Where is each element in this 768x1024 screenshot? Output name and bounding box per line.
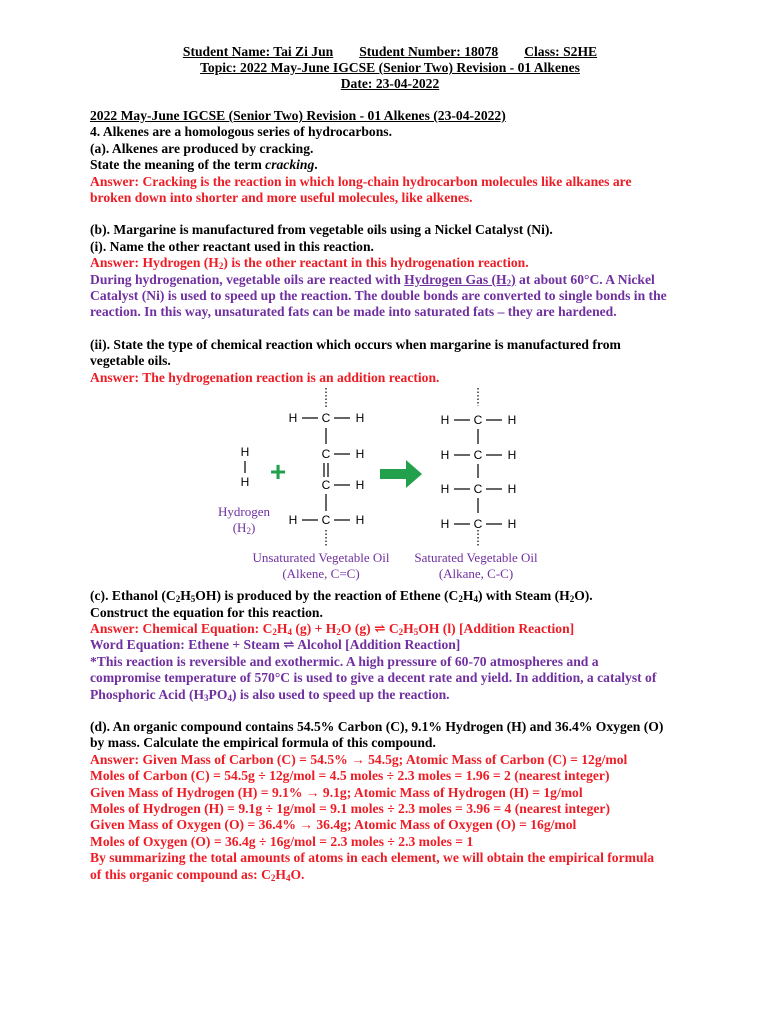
subscript: 2 xyxy=(218,261,224,272)
qc-text: ) with Steam (H xyxy=(477,588,570,604)
reaction-arrow xyxy=(380,460,422,488)
subscript: 5 xyxy=(413,626,419,637)
student-name: Student Name: Tai Zi Jun xyxy=(182,44,334,59)
eq-text: (g) + H xyxy=(291,620,337,636)
hydrogen-atom: H xyxy=(288,513,298,528)
carbon-atom: C xyxy=(473,448,483,463)
carbon-atom: C xyxy=(473,482,483,497)
hydrogen-atom: H xyxy=(507,413,517,428)
caption-text: ) xyxy=(250,520,256,536)
answer-b-ii: Answer: The hydrogenation reaction is an addition reaction. xyxy=(90,369,440,385)
plus-sign: + xyxy=(269,456,287,488)
answer-b-text: ) is the other reactant in this hydrogenation reaction. xyxy=(223,255,529,271)
eq-text: OH (l) [Addition Reaction] xyxy=(418,620,575,636)
answer-a-line1: Answer: Cracking is the reaction in which long-chain hydrocarbon molecules like alkanes are xyxy=(90,173,632,189)
question-a-term: cracking xyxy=(265,157,315,173)
note-c-line1: *This reaction is reversible and exothermic. A high pressure of 60-70 atmospheres and a xyxy=(90,653,599,669)
hydrogen-atom: H xyxy=(507,482,517,497)
hydrogen-atom: H xyxy=(288,411,298,426)
qc-text: H xyxy=(180,588,191,604)
question-d-line1: (d). An organic compound contains 54.5% Carbon (C), 9.1% Hydrogen (H) and 36.4% Oxygen (O) xyxy=(90,718,664,734)
saturated-caption-line1: Saturated Vegetable Oil xyxy=(414,550,538,566)
caption-text: (H xyxy=(232,520,247,536)
question-a-text: State the meaning of the term xyxy=(90,157,266,173)
explanation-b-line2: Catalyst (Ni) is used to speed up the reaction. The double bonds are converted to single bonds in the xyxy=(90,288,667,304)
unsaturated-caption-line1: Unsaturated Vegetable Oil xyxy=(252,550,390,566)
hydrogen-atom: H xyxy=(355,513,365,528)
qc-text: (c). Ethanol (C xyxy=(90,588,176,604)
hydrogen-atom: H xyxy=(240,475,250,490)
date-line: Date: 23-04-2022 xyxy=(340,76,440,91)
carbon-atom: C xyxy=(321,411,331,426)
answer-text: O. xyxy=(290,866,305,882)
subscript: 5 xyxy=(190,594,196,605)
hydrogen-gas-link[interactable] xyxy=(404,272,516,287)
note-text: Phosphoric Acid (H xyxy=(90,686,205,702)
question-b-ii-line1: (ii). State the type of chemical reaction which occurs when margarine is manufactured from xyxy=(90,336,621,352)
qc-text: OH) is produced by the reaction of Ethene (C xyxy=(195,588,459,604)
section-title: 2022 May-June IGCSE (Senior Two) Revision - 01 Alkenes (23-04-2022) xyxy=(90,108,506,123)
question-a-line2 xyxy=(90,157,690,173)
hydrogen-atom: H xyxy=(240,445,250,460)
hydrogenation-diagram xyxy=(90,386,690,588)
unsaturated-caption-line2: (Alkene, C=C) xyxy=(282,566,360,582)
hydrogen-atom: H xyxy=(440,517,450,532)
subscript: 2 xyxy=(272,626,277,637)
answer-b-text: Answer: Hydrogen (H xyxy=(90,255,219,271)
note-c-line3 xyxy=(90,687,690,703)
carbon-atom: C xyxy=(321,513,331,528)
qc-text: O). xyxy=(574,588,593,604)
subscript: 3 xyxy=(204,692,209,703)
qc-text: H xyxy=(462,588,474,604)
answer-b-i xyxy=(90,255,690,271)
hydrogen-atom: H xyxy=(355,411,365,426)
word-equation: Word Equation: Ethene + Steam ⇌ Alcohol [Addition Reaction] xyxy=(90,637,461,653)
carbon-atom: C xyxy=(321,447,331,462)
saturated-caption-line2: (Alkane, C-C) xyxy=(438,566,514,582)
answer-d-line8 xyxy=(90,867,690,883)
note-text: PO xyxy=(208,686,228,702)
carbon-atom: C xyxy=(473,517,483,532)
hydrogen-atom: H xyxy=(440,482,450,497)
class-label: Class: S2HE xyxy=(524,44,598,59)
hydrogen-atom: H xyxy=(507,448,517,463)
hydrogen-caption-line1: Hydrogen xyxy=(218,504,270,520)
subscript: 4 xyxy=(227,692,232,703)
eq-text: Answer: Chemical Equation: C xyxy=(90,620,273,636)
eq-text: H xyxy=(403,620,414,636)
subscript: 2 xyxy=(506,277,512,288)
subscript: 2 xyxy=(175,594,181,605)
subscript: 2 xyxy=(246,526,251,537)
subscript: 4 xyxy=(473,594,478,605)
subscript: 2 xyxy=(336,626,341,637)
answer-d-line5: Given Mass of Oxygen (O) = 36.4% → 36.4g; Atomic Mass of Oxygen (O) = 16g/mol xyxy=(90,817,577,833)
question-b-i: (i). Name the other reactant used in this reaction. xyxy=(90,238,374,254)
subscript: 4 xyxy=(285,872,291,883)
explanation-b-line1 xyxy=(90,272,690,288)
question-c-line2: Construct the equation for this reaction. xyxy=(90,604,323,620)
answer-text: of this organic compound as: C xyxy=(90,866,271,882)
carbon-atom: C xyxy=(321,478,331,493)
subscript: 2 xyxy=(270,872,276,883)
answer-d-line2: Moles of Carbon (C) = 54.5g ÷ 12g/mol = 4.5 moles ÷ 2.3 moles = 1.96 = 2 (nearest integer) xyxy=(90,768,610,784)
answer-d-line6: Moles of Oxygen (O) = 36.4g ÷ 16g/mol = 2.3 moles ÷ 2.3 moles = 1 xyxy=(90,833,474,849)
note-text: ) is also used to speed up the reaction. xyxy=(231,686,450,702)
link-text: Hydrogen Gas (H xyxy=(404,271,507,287)
subscript: 4 xyxy=(287,626,292,637)
saturated-oil-caption xyxy=(396,550,556,582)
question-c-line1 xyxy=(90,588,690,604)
link-text: ) xyxy=(511,271,516,287)
answer-d-line4: Moles of Hydrogen (H) = 9.1g ÷ 1g/mol = 9.1 moles ÷ 2.3 moles = 3.96 = 4 (nearest integer) xyxy=(90,800,610,816)
note-c-line2: compromise temperature of 570°C is used to give a decent rate and yield. In addition, a catalyst of xyxy=(90,670,657,686)
hydrogen-atom: H xyxy=(440,413,450,428)
answer-d-line7: By summarizing the total amounts of atoms in each element, we will obtain the empirical formula xyxy=(90,850,655,866)
hydrogen-atom: H xyxy=(507,517,517,532)
carbon-atom: C xyxy=(473,413,483,428)
hydrogen-caption xyxy=(204,504,284,536)
hydrogen-atom: H xyxy=(440,448,450,463)
answer-d-line1: Answer: Given Mass of Carbon (C) = 54.5% → 54.5g; Atomic Mass of Carbon (C) = 12g/mol xyxy=(90,751,628,767)
explanation-text: at about 60°C. A Nickel xyxy=(515,271,655,287)
answer-text: H xyxy=(275,866,286,882)
question-b-line1: (b). Margarine is manufactured from vegetable oils using a Nickel Catalyst (Ni). xyxy=(90,222,553,238)
eq-text: H xyxy=(276,620,288,636)
student-header-line xyxy=(90,44,690,60)
question-b-ii-line2: vegetable oils. xyxy=(90,353,171,369)
student-number: Student Number: 18078 xyxy=(359,44,499,59)
subscript: 2 xyxy=(569,594,575,605)
worksheet-page xyxy=(90,44,690,883)
subscript: 2 xyxy=(398,626,404,637)
hydrogen-atom: H xyxy=(355,447,365,462)
subscript: 2 xyxy=(458,594,463,605)
question-4-intro: 4. Alkenes are a homologous series of hydrocarbons. xyxy=(90,124,392,140)
answer-a-line2: broken down into shorter and more useful molecules, like alkenes. xyxy=(90,190,473,206)
question-a-period: . xyxy=(314,157,318,173)
answer-c-equation xyxy=(90,621,690,637)
question-a-line1: (a). Alkenes are produced by cracking. xyxy=(90,140,314,156)
eq-text: O (g) ⇌ C xyxy=(340,620,399,636)
hydrogen-caption-line2 xyxy=(204,520,284,536)
topic-line: Topic: 2022 May-June IGCSE (Senior Two) Revision - 01 Alkenes xyxy=(200,60,580,75)
unsaturated-oil-caption xyxy=(226,550,416,582)
answer-d-line3: Given Mass of Hydrogen (H) = 9.1% → 9.1g; Atomic Mass of Hydrogen (H) = 1g/mol xyxy=(90,784,583,800)
explanation-b-line3: reaction. In this way, unsaturated fats can be made into saturated fats – they are hardened. xyxy=(90,304,617,320)
question-d-line2: by mass. Calculate the empirical formula of this compound. xyxy=(90,735,436,751)
explanation-text: During hydrogenation, vegetable oils are reacted with xyxy=(90,271,405,287)
hydrogen-atom: H xyxy=(355,478,365,493)
